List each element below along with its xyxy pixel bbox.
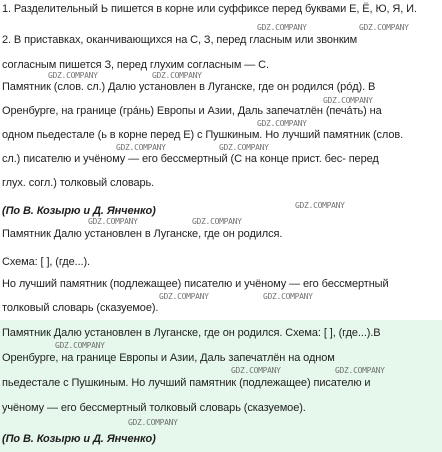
rule-2-line-1: 2. В приставках, оканчивающихся на С, З, перед гласным или звонким: [2, 34, 358, 46]
rule-1: 1. Разделительный Ь пишется в корне или суффиксе перед буквами Е, Ё, Ю, Я, И.: [2, 3, 417, 15]
analysis-sentence: Памятник Далю установлен в Луганске, где он родился.: [2, 228, 283, 240]
watermark: GDZ.COMPANY: [128, 418, 178, 427]
text-line-4: сл.) писателю и учёному — его бессмертный (С на конце прист. бес- перед: [2, 153, 379, 165]
watermark: GDZ.COMPANY: [335, 366, 385, 375]
watermark: GDZ.COMPANY: [48, 71, 98, 80]
answer-line-4: учёному — его бессмертный толковый словарь (сказуемое).: [2, 402, 306, 414]
watermark: GDZ.COMPANY: [159, 292, 209, 301]
analysis-line-1: Но лучший памятник (подлежащее) писателю и учёному — его бессмертный: [2, 278, 389, 290]
watermark: GDZ.COMPANY: [219, 143, 269, 152]
text-line-5: глух. согл.) толковый словарь.: [2, 177, 155, 189]
answer-line-3: пьедестале с Пушкиным. Но лучший памятник (подлежащее) писателю и: [2, 377, 371, 389]
watermark: GDZ.COMPANY: [323, 96, 373, 105]
watermark: GDZ.COMPANY: [116, 143, 166, 152]
watermark: GDZ.COMPANY: [231, 366, 281, 375]
answer-line-1: Памятник Далю установлен в Луганске, где он родился. Схема: [ ], (где...).В: [2, 327, 381, 339]
watermark: GDZ.COMPANY: [192, 217, 242, 226]
analysis-line-2: толковый словарь (сказуемое).: [2, 302, 159, 314]
watermark: GDZ.COMPANY: [152, 71, 202, 80]
text-line-3: одном пьедестале (ь в корне перед Е) с Пушкиным. Но лучший памятник (слов.: [2, 129, 404, 141]
text-source: (По В. Козырю и Д. Янченко): [2, 205, 156, 217]
rule-2-line-2: согласным пишется З, перед глухим согласным — С.: [2, 59, 269, 71]
watermark: GDZ.COMPANY: [257, 119, 307, 128]
watermark: GDZ.COMPANY: [55, 341, 105, 350]
answer-line-2: Оренбурге, на границе Европы и Азии, Даль запечатлён на одном: [2, 352, 335, 364]
watermark: GDZ.COMPANY: [295, 201, 345, 210]
watermark: GDZ.COMPANY: [263, 292, 313, 301]
analysis-scheme: Схема: [ ], (где...).: [2, 256, 91, 268]
answer-source: (По В. Козырю и Д. Янченко): [2, 433, 156, 445]
watermark: GDZ.COMPANY: [359, 23, 409, 32]
text-line-1: Памятник (слов. сл.) Далю установлен в Луганске, где он родился (рóд). В: [2, 81, 376, 93]
text-line-2: Оренбурге, на границе (грáнь) Европы и Азии, Даль запечатлён (печáть) на: [2, 105, 382, 117]
watermark: GDZ.COMPANY: [88, 217, 138, 226]
watermark: GDZ.COMPANY: [257, 23, 307, 32]
